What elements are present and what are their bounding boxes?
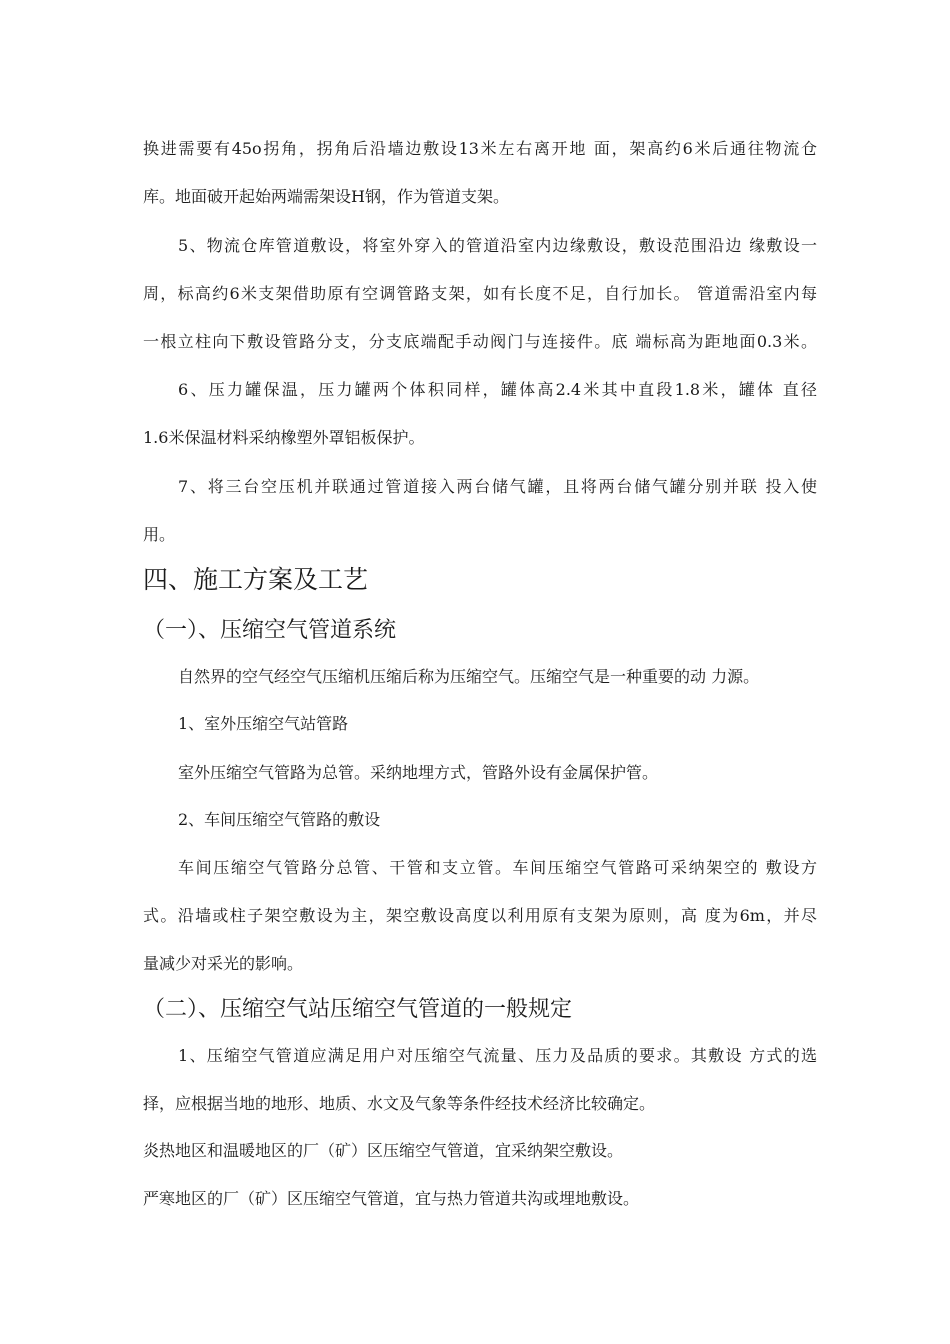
paragraph-line: 自然界的空气经空气压缩机压缩后称为压缩空气。压缩空气是一种重要的动 力源。 — [178, 667, 760, 686]
paragraph-line: 一根立柱向下敷设管路分支，分支底端配手动阀门与连接件。底 端标高为距地面0.3米。 — [143, 332, 817, 351]
paragraph-line: 6、压力罐保温，压力罐两个体积同样，罐体高2.4米其中直段1.8米，罐体 直径 — [178, 380, 817, 399]
paragraph-line: 1、压缩空气管道应满足用户对压缩空气流量、压力及品质的要求。其敷设 方式的选 — [178, 1046, 817, 1065]
list-item-title: 2、车间压缩空气管路的敷设 — [178, 810, 381, 829]
subsection-heading: （一）、压缩空气管道系统 — [143, 618, 397, 643]
paragraph-line: 严寒地区的厂（矿）区压缩空气管道，宜与热力管道共沟或埋地敷设。 — [143, 1189, 640, 1208]
list-item-title: 1、室外压缩空气站管路 — [178, 714, 349, 733]
paragraph-line: 周，标高约6米支架借助原有空调管路支架，如有长度不足，自行加长。 管道需沿室内每 — [143, 284, 817, 303]
paragraph-line: 择，应根据当地的地形、地质、水文及气象等条件经技术经济比较确定。 — [143, 1094, 656, 1113]
paragraph-line: 式。沿墙或柱子架空敷设为主，架空敷设高度以利用原有支架为原则，高 度为6m，并尽 — [143, 906, 817, 925]
paragraph-line: 库。地面破开起始两端需架设H钢，作为管道支架。 — [143, 187, 509, 206]
paragraph-line: 换进需要有45o拐角，拐角后沿墙边敷设13米左右离开地 面，架高约6米后通往物流仓 — [143, 139, 817, 158]
paragraph-line: 用。 — [143, 525, 176, 544]
paragraph-line: 室外压缩空气管路为总管。采纳地埋方式，管路外设有金属保护管。 — [178, 763, 659, 782]
paragraph-line: 量减少对采光的影响。 — [143, 954, 304, 973]
paragraph-line: 7、将三台空压机并联通过管道接入两台储气罐，且将两台储气罐分别并联 投入使 — [178, 477, 817, 496]
paragraph-line: 车间压缩空气管路分总管、干管和支立管。车间压缩空气管路可采纳架空的 敷设方 — [178, 858, 817, 877]
paragraph-line: 炎热地区和温暖地区的厂（矿）区压缩空气管道，宜采纳架空敷设。 — [143, 1141, 624, 1160]
paragraph-line: 1.6米保温材料采纳橡塑外罩铝板保护。 — [143, 428, 425, 447]
paragraph-line: 5、物流仓库管道敷设，将室外穿入的管道沿室内边缘敷设，敷设范围沿边 缘敷设一 — [178, 236, 817, 255]
section-heading: 四、施工方案及工艺 — [143, 565, 369, 594]
subsection-heading: （二）、压缩空气站压缩空气管道的一般规定 — [143, 997, 573, 1022]
